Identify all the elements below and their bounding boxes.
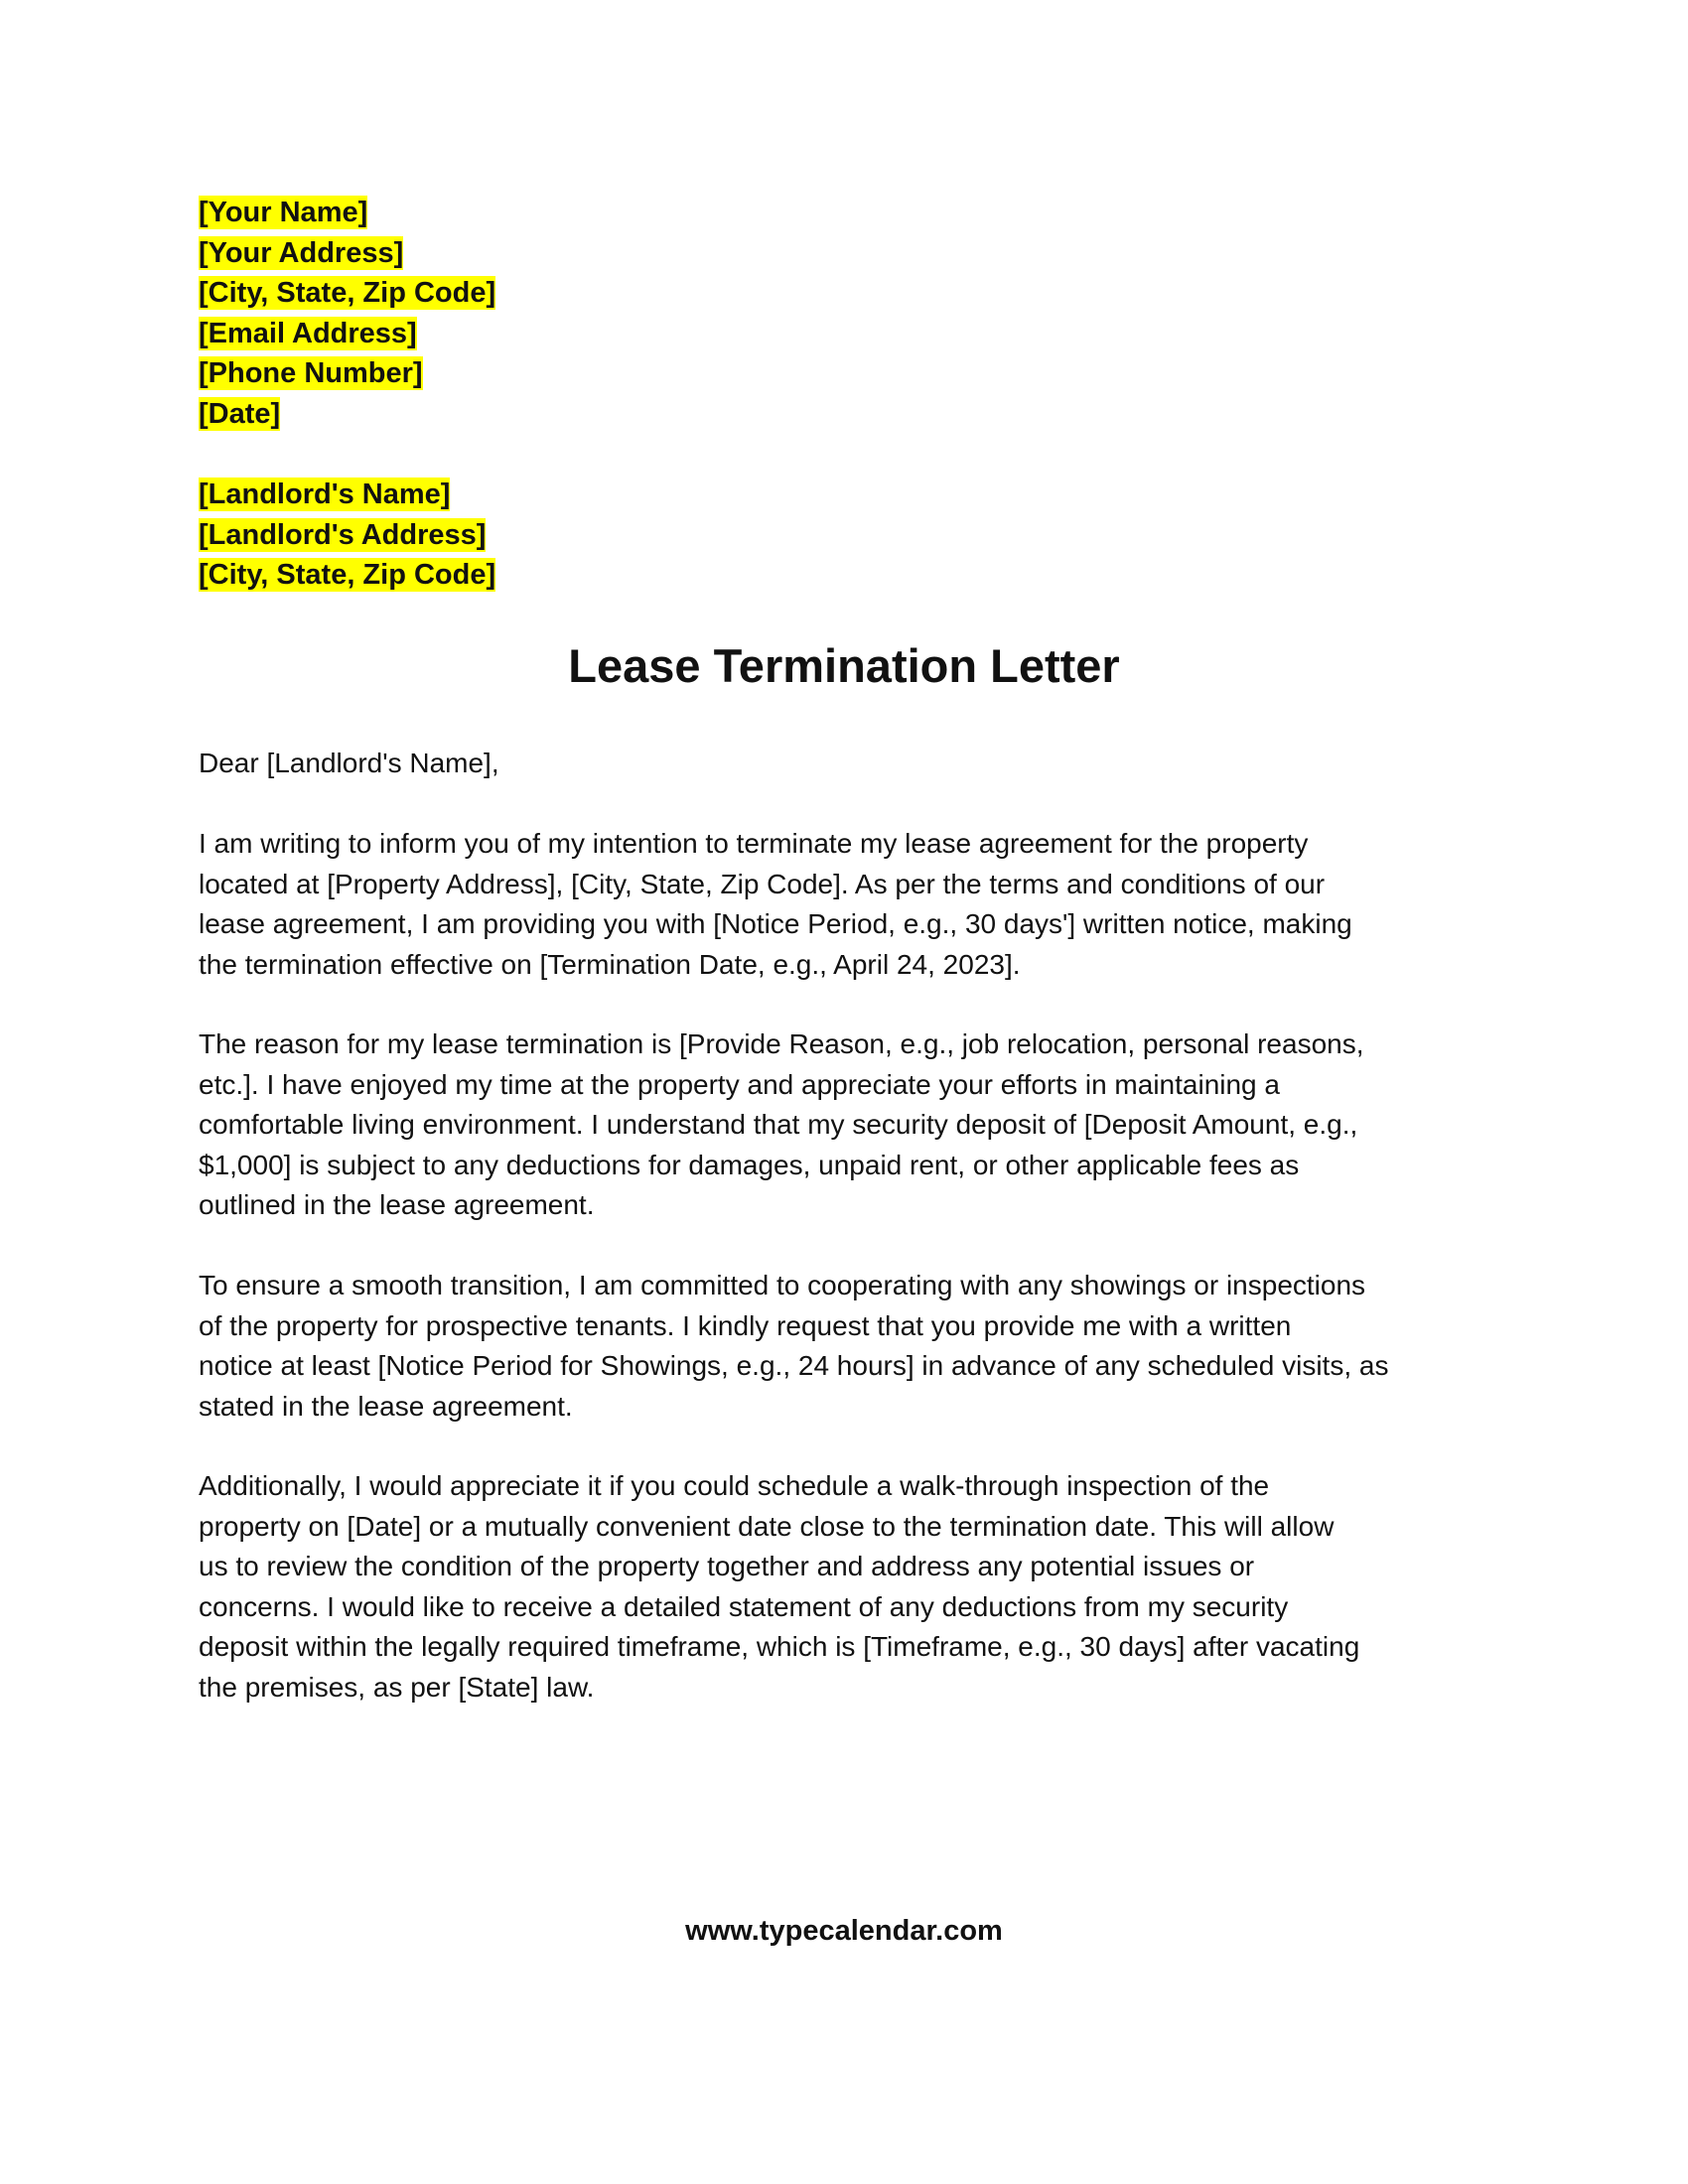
letter-title: Lease Termination Letter: [568, 639, 1120, 692]
paragraph-line: notice at least [Notice Period for Showings, e.g., 24 hours] in advance of any scheduled visits, as: [199, 1350, 1389, 1381]
sender-name: [Your Name]: [199, 197, 368, 228]
paragraph-4: [199, 1466, 1359, 1707]
recipient-city-line: [199, 555, 495, 596]
sender-phone-line: [199, 353, 495, 394]
paragraph-line: Additionally, I would appreciate it if you could schedule a walk-through inspection of the: [199, 1470, 1270, 1501]
salutation-block: [199, 744, 499, 784]
footer-website: www.typecalendar.com: [685, 1915, 1003, 1947]
sender-address-line: [199, 233, 495, 274]
sender-phone: [Phone Number]: [199, 357, 423, 389]
paragraph-line: comfortable living environment. I understand that my security deposit of [Deposit Amount, e.g.,: [199, 1109, 1358, 1140]
sender-city-line: [199, 273, 495, 314]
paragraph-1: [199, 824, 1352, 985]
paragraph-line: stated in the lease agreement.: [199, 1390, 573, 1422]
paragraph-line: The reason for my lease termination is [Provide Reason, e.g., job relocation, personal reasons,: [199, 1028, 1364, 1059]
recipient-name: [Landlord's Name]: [199, 478, 451, 510]
paragraph-line: the premises, as per [State] law.: [199, 1671, 595, 1703]
sender-date-line: [199, 394, 495, 435]
sender-email-line: [199, 314, 495, 354]
sender-email: [Email Address]: [199, 317, 417, 349]
recipient-name-line: [199, 475, 495, 515]
paragraph-line: us to review the condition of the property together and address any potential issues or: [199, 1551, 1255, 1581]
salutation: Dear [Landlord's Name],: [199, 748, 499, 778]
sender-city-state-zip: [City, State, Zip Code]: [199, 277, 496, 309]
recipient-address-line: [199, 515, 495, 556]
paragraph-line: of the property for prospective tenants. I kindly request that you provide me with a written: [199, 1309, 1292, 1341]
paragraph-line: concerns. I would like to receive a detailed statement of any deductions from my security: [199, 1590, 1289, 1622]
sender-block: [199, 193, 495, 434]
recipient-address: [Landlord's Address]: [199, 518, 487, 551]
sender-address: [Your Address]: [199, 236, 404, 269]
paragraph-line: property on [Date] or a mutually convenient date close to the termination date. This will allow: [199, 1510, 1335, 1542]
paragraph-line: the termination effective on [Termination Date, e.g., April 24, 2023].: [199, 948, 1021, 980]
paragraph-line: lease agreement, I am providing you with [Notice Period, e.g., 30 days'] written notice, making: [199, 908, 1352, 939]
paragraph-line: To ensure a smooth transition, I am committed to cooperating with any showings or inspections: [199, 1270, 1366, 1300]
sender-name-line: [199, 193, 495, 233]
recipient-block: [199, 475, 495, 596]
paragraph-2: [199, 1024, 1364, 1226]
paragraph-line: $1,000] is subject to any deductions for damages, unpaid rent, or other applicable fees as: [199, 1149, 1300, 1180]
paragraph-line: etc.]. I have enjoyed my time at the property and appreciate your efforts in maintaining a: [199, 1068, 1280, 1100]
paragraph-line: located at [Property Address], [City, State, Zip Code]. As per the terms and conditions of our: [199, 868, 1326, 899]
paragraph-3: [199, 1266, 1388, 1427]
paragraph-line: outlined in the lease agreement.: [199, 1189, 595, 1220]
paragraph-line: deposit within the legally required timeframe, which is [Timeframe, e.g., 30 days] after vacating: [199, 1631, 1360, 1662]
sender-date: [Date]: [199, 397, 281, 430]
paragraph-line: I am writing to inform you of my intention to terminate my lease agreement for the property: [199, 828, 1309, 859]
recipient-city-state-zip: [City, State, Zip Code]: [199, 559, 496, 591]
